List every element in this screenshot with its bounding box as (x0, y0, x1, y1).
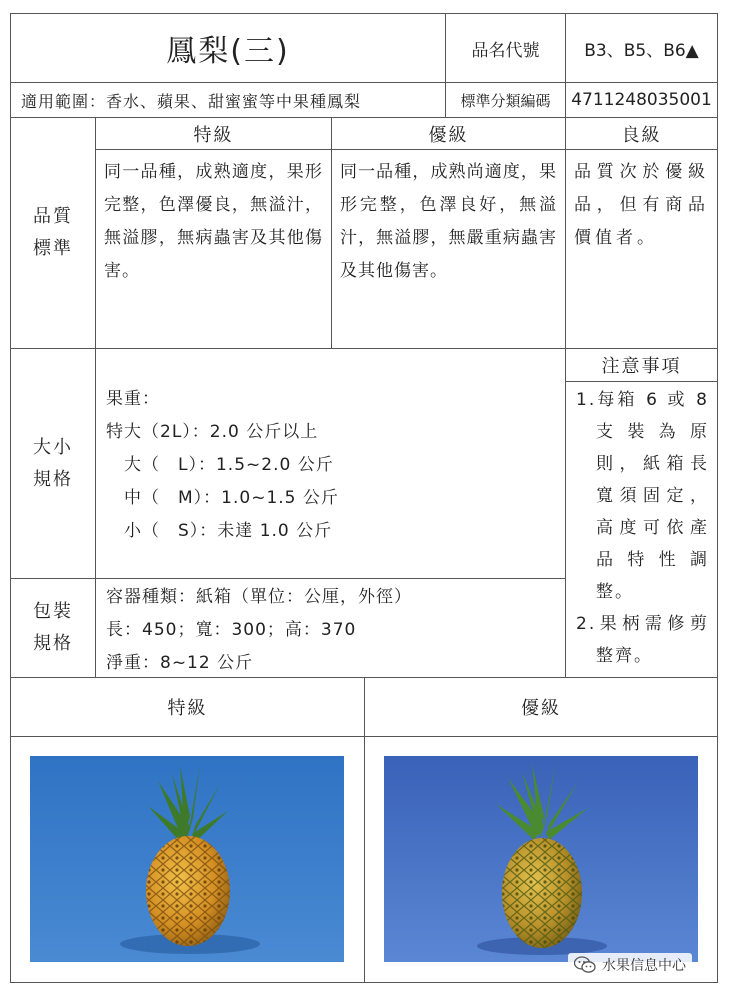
packing-line-1: 長：450；寬：300；高：370 (106, 620, 357, 640)
packing-label-line1: 包裝 (33, 601, 73, 622)
photo-header-special (10, 677, 365, 737)
size-label-line2: 規格 (33, 468, 73, 490)
notes-body-cell (565, 381, 718, 678)
packing-label-line2: 規格 (33, 633, 73, 654)
code-value: B3、B5、B6▲ (584, 40, 699, 61)
size-spec-cell (95, 348, 566, 579)
size-line-1: 特大（2L）：2.0 公斤以上 (106, 422, 319, 442)
quality-good-text: 品質次於優級品，但有商品價值者。 (574, 162, 709, 248)
quality-label-cell (10, 117, 96, 349)
page-title: 鳳梨(三) (166, 34, 290, 69)
wechat-icon (574, 956, 596, 974)
title-cell (10, 13, 446, 83)
classification-label-cell (445, 82, 566, 118)
grade-header-special (95, 117, 332, 150)
packing-line-2: 淨重：8~12 公斤 (106, 653, 254, 673)
quality-excellent-cell (331, 149, 566, 349)
packing-spec-cell (95, 578, 566, 678)
size-line-4: 小（ S）：未達 1.0 公斤 (106, 521, 333, 541)
code-label: 品名代號 (471, 40, 540, 61)
pineapple-photo-excellent (384, 756, 698, 962)
note-item-1: 1.每箱 6 或 8 支裝為原則，紙箱長寬須固定，高度可依產品特性調整。 (576, 390, 709, 602)
photo-excellent-label: 優級 (521, 698, 561, 719)
grade-header-excellent (331, 117, 566, 150)
code-label-cell (445, 13, 566, 83)
size-line-0: 果重： (106, 389, 160, 409)
packing-label-cell (10, 578, 96, 678)
watermark-text: 水果信息中心 (602, 958, 686, 974)
size-label-cell (10, 348, 96, 579)
size-line-2: 大（ L）：1.5~2.0 公斤 (106, 455, 334, 475)
pineapple-grade-standard-sheet (10, 13, 718, 983)
quality-label-line2: 標準 (33, 238, 73, 259)
quality-special-text: 同一品種，成熟適度，果形完整，色澤優良，無溢汁，無溢膠，無病蟲害及其他傷害。 (104, 162, 323, 281)
classification-value-cell (565, 82, 718, 118)
classification-value: 4711248035001 (571, 90, 712, 110)
pineapple-photo-special (30, 756, 344, 962)
packing-line-0: 容器種類：紙箱（單位：公厘，外徑） (106, 587, 412, 607)
grade-good-label: 良級 (621, 124, 662, 146)
scope-text: 適用範圍：香水、蘋果、甜蜜蜜等中果種鳳梨 (21, 91, 362, 111)
photo-header-excellent (364, 677, 718, 737)
quality-special-cell (95, 149, 332, 349)
size-label-line1: 大小 (33, 436, 73, 458)
photo-special-label: 特級 (167, 698, 208, 719)
size-line-3: 中（ M）：1.0~1.5 公斤 (106, 488, 339, 508)
grade-special-label: 特級 (193, 124, 234, 146)
notes-title-cell (565, 348, 718, 382)
grade-excellent-label: 優級 (428, 124, 469, 146)
note-item-2: 2.果柄需修剪整齊。 (576, 614, 709, 666)
notes-title: 注意事項 (601, 356, 682, 377)
quality-label-line1: 品質 (33, 206, 73, 227)
code-value-cell (565, 13, 718, 83)
account-watermark (568, 953, 692, 977)
grade-header-good (565, 117, 718, 150)
quality-good-cell (565, 149, 718, 349)
classification-label: 標準分類編碼 (460, 91, 551, 110)
scope-cell (10, 82, 446, 118)
quality-excellent-text: 同一品種，成熟尚適度，果形完整，色澤良好，無溢汁，無溢膠，無嚴重病蟲害及其他傷害。 (340, 162, 557, 281)
